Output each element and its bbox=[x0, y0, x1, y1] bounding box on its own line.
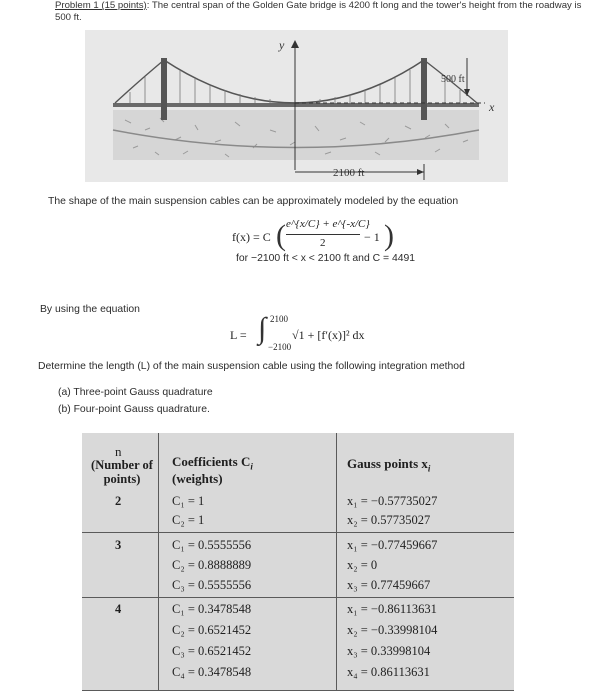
header-gauss-points: Gauss points $x_i$ bbox=[347, 456, 431, 474]
height-label: 500 ft bbox=[441, 74, 465, 85]
equation-close-paren: ) bbox=[384, 219, 394, 252]
col-divider-1 bbox=[158, 433, 159, 691]
bridge-figure bbox=[85, 30, 508, 182]
length-lhs: L = bbox=[230, 328, 247, 342]
gauss-point-cell: x₂ = 0 bbox=[347, 558, 378, 572]
gauss-point-cell: x₁ = −0.86113631 bbox=[347, 602, 437, 616]
left-tower bbox=[161, 58, 167, 120]
integral-lower-limit: −2100 bbox=[268, 342, 292, 352]
row-divider-1 bbox=[82, 532, 514, 533]
equation-tail: − 1 bbox=[364, 230, 380, 244]
header-coefficients-text: Coefficients C bbox=[172, 454, 251, 469]
gauss-point-cell: x₃ = 0.33998104 bbox=[347, 644, 431, 658]
header-coefficients: Coefficients $C_i$ bbox=[172, 454, 253, 472]
intro-text: The shape of the main suspension cables can be approximately modeled by the equation bbox=[48, 196, 459, 207]
coefficient-cell: C₃ = 0.6521452 bbox=[172, 644, 252, 658]
n-value-3: 3 bbox=[115, 538, 122, 552]
coefficient-cell: C₃ = 0.5555556 bbox=[172, 578, 252, 592]
coefficient-cell: C₁ = 1 bbox=[172, 494, 205, 508]
cable-equation bbox=[232, 218, 492, 258]
gauss-point-cell: x₂ = −0.33998104 bbox=[347, 623, 438, 637]
header-n-sub: (Number of points) bbox=[91, 458, 153, 486]
coefficient-cell: C₁ = 0.3478548 bbox=[172, 602, 252, 616]
task-text: Determine the length (L) of the main suspension cable using the following integration method bbox=[38, 361, 465, 372]
integral-sign: ∫ bbox=[258, 312, 267, 345]
equation-numerator: e^{x/C} + e^{-x/C} bbox=[286, 218, 370, 230]
header-gauss-points-text: Gauss points x bbox=[347, 456, 428, 471]
problem-header bbox=[55, 0, 595, 24]
gauss-point-cell: x₄ = 0.86113631 bbox=[347, 665, 430, 679]
row-divider-3 bbox=[82, 690, 514, 691]
coefficient-cell: C₄ = 0.3478548 bbox=[172, 665, 252, 679]
length-equation bbox=[230, 314, 430, 354]
right-tower bbox=[421, 58, 427, 120]
problem-statement: : The central span of the Golden Gate bridge is 4200 ft long and the tower's height from the roadway is 500 ft. bbox=[55, 0, 582, 23]
n-value-2: 2 bbox=[115, 494, 122, 508]
col-divider-2 bbox=[336, 433, 337, 691]
integral-upper-limit: 2100 bbox=[270, 314, 288, 324]
span-label: 2100 ft bbox=[333, 167, 365, 179]
equation-lhs: f(x) = C bbox=[232, 230, 271, 244]
gauss-point-cell: x₁ = −0.57735027 bbox=[347, 494, 438, 508]
part-a: (a) Three-point Gauss quadrature bbox=[58, 387, 213, 398]
header-weights: (weights) bbox=[172, 471, 223, 486]
equation-domain: for −2100 ft < x < 2100 ft and C = 4491 bbox=[236, 253, 416, 264]
problem-label: Problem 1 (15 points) bbox=[55, 0, 147, 11]
coefficient-cell: C₁ = 0.5555556 bbox=[172, 538, 252, 552]
gauss-point-cell: x₂ = 0.57735027 bbox=[347, 513, 431, 527]
x-axis-label: x bbox=[489, 100, 495, 114]
integrand: √1 + [f′(x)]² dx bbox=[292, 328, 365, 342]
n-value-4: 4 bbox=[115, 602, 122, 616]
coefficient-cell: C₂ = 0.6521452 bbox=[172, 623, 252, 637]
y-axis-label: y bbox=[279, 38, 285, 52]
gauss-point-cell: x₁ = −0.77459667 bbox=[347, 538, 438, 552]
header-n: n bbox=[115, 444, 122, 459]
fraction-bar bbox=[286, 234, 360, 235]
part-b: (b) Four-point Gauss quadrature. bbox=[58, 404, 210, 415]
gauss-point-cell: x₃ = 0.77459667 bbox=[347, 578, 431, 592]
row-divider-2 bbox=[82, 597, 514, 598]
equation-open-paren: ( bbox=[276, 219, 286, 252]
equation-denominator: 2 bbox=[320, 237, 326, 249]
coefficient-cell: C₂ = 1 bbox=[172, 513, 205, 527]
by-using-text: By using the equation bbox=[40, 304, 140, 315]
coefficient-cell: C₂ = 0.8888889 bbox=[172, 558, 252, 572]
bridge-diagram bbox=[85, 30, 508, 182]
gauss-table bbox=[82, 433, 514, 691]
